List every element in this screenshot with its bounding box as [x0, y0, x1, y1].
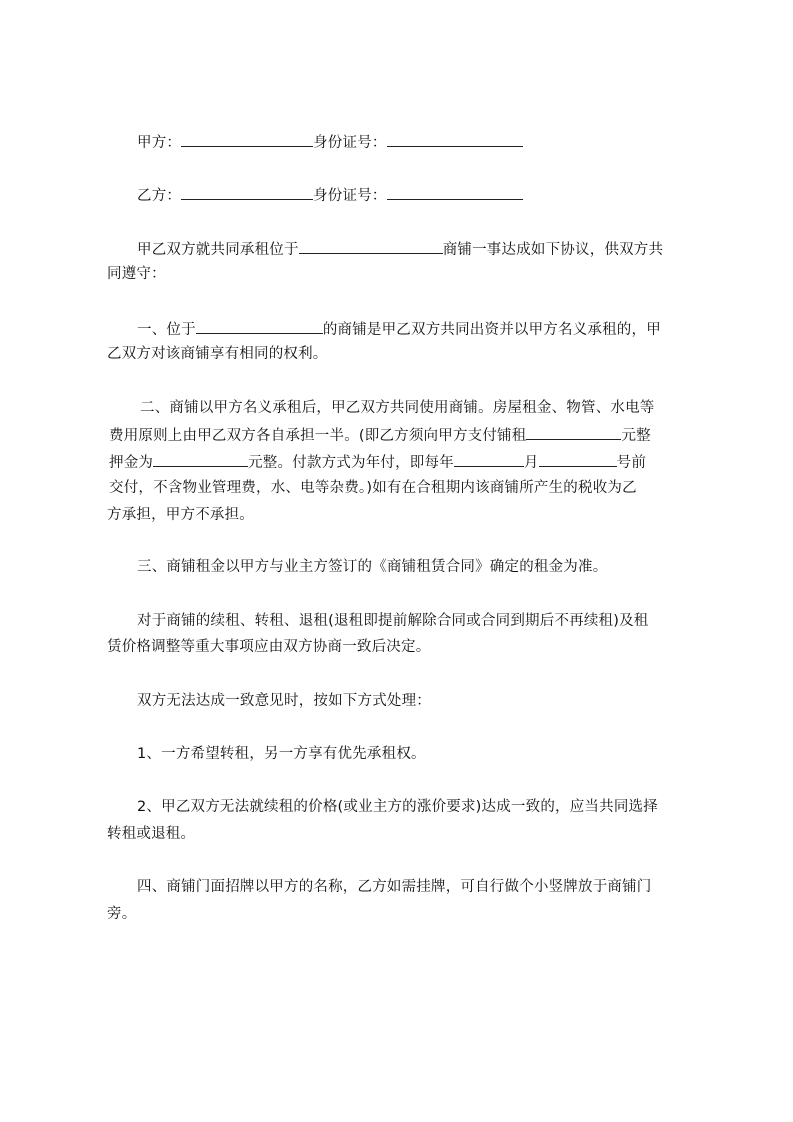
party-a-id-blank[interactable]: [387, 131, 523, 147]
party-b-label: 乙方：: [137, 188, 182, 204]
party-a-label: 甲方：: [137, 135, 182, 151]
renewal-line-1: 对于商铺的续租、转租、退租(退租即提前解除合同或合同到期后不再续租)及租: [137, 613, 649, 629]
deposit-label: 押金为: [109, 455, 154, 471]
payment-month-blank[interactable]: [454, 451, 524, 467]
shop-location-blank[interactable]: [299, 238, 443, 254]
clause-2-line-1: 二、商铺以甲方名义承租后，甲乙双方共同使用商铺。房屋租金、物管、水电等: [140, 400, 655, 416]
clause-1-location-blank[interactable]: [196, 318, 323, 334]
item-2-line-2: 转租或退租。: [107, 826, 196, 842]
rent-amount-blank[interactable]: [526, 424, 621, 440]
item-2-line-1: 2、甲乙双方无法就续租的价格(或业主方的涨价要求)达成一致的，应当共同选择: [137, 799, 658, 815]
clause-2-text-after: 元整: [621, 428, 651, 444]
deposit-amount-blank[interactable]: [153, 451, 248, 467]
clause-4-line-1: 四、商铺门面招牌以甲方的名称，乙方如需挂牌，可自行做个小竖牌放于商铺门: [137, 879, 652, 895]
clause-1-text-after: 的商铺是甲乙双方共同出资并以甲方名义承租的，甲: [322, 322, 661, 338]
clause-1-line-1: [137, 318, 661, 340]
payment-terms-text: 元整。付款方式为年付，即每年: [248, 455, 454, 471]
intro-line-1: [137, 238, 663, 260]
party-b-name-blank[interactable]: [181, 184, 313, 200]
intro-text-after: 商铺一事达成如下协议，供双方共: [442, 242, 664, 258]
item-1-line-1: 1、一方希望转租，另一方享有优先承租权。: [137, 746, 426, 762]
month-label: 月: [523, 455, 539, 471]
renewal-line-2: 赁价格调整等重大事项应由双方协商一致后决定。: [107, 639, 431, 655]
clause-2-line-3: [109, 451, 646, 473]
intro-line-2: 同遵守：: [107, 266, 166, 282]
party-b-line: [137, 184, 523, 206]
party-b-id-label: 身份证号：: [313, 188, 387, 204]
payment-day-blank[interactable]: [539, 451, 617, 467]
clause-2-line-2: [109, 424, 651, 446]
clause-1-line-2: 乙双方对该商铺享有相同的权利。: [107, 346, 328, 362]
clause-3-line-1: 三、商铺租金以甲方与业主方签订的《商铺租赁合同》确定的租金为准。: [137, 559, 608, 575]
clause-1-text-before: 一、位于: [137, 322, 196, 338]
clause-4-line-2: 旁。: [107, 906, 137, 922]
clause-2-line-5: 方承担，甲方不承担。: [107, 507, 254, 523]
intro-text-before: 甲乙双方就共同承租位于: [137, 242, 299, 258]
day-label: 号前: [616, 455, 647, 471]
party-a-line: [137, 131, 523, 153]
clause-2-line-4: 交付，不含物业管理费，水、电等杂费。)如有在合租期内该商铺所产生的税收为乙: [109, 480, 637, 496]
clause-2-text-before: 费用原则上由甲乙双方各自承担一半。(即乙方须向甲方支付铺租: [109, 428, 527, 444]
party-b-id-blank[interactable]: [387, 184, 523, 200]
disagreement-line-1: 双方无法达成一致意见时，按如下方式处理：: [137, 693, 431, 709]
party-a-name-blank[interactable]: [181, 131, 313, 147]
party-a-id-label: 身份证号：: [313, 135, 387, 151]
